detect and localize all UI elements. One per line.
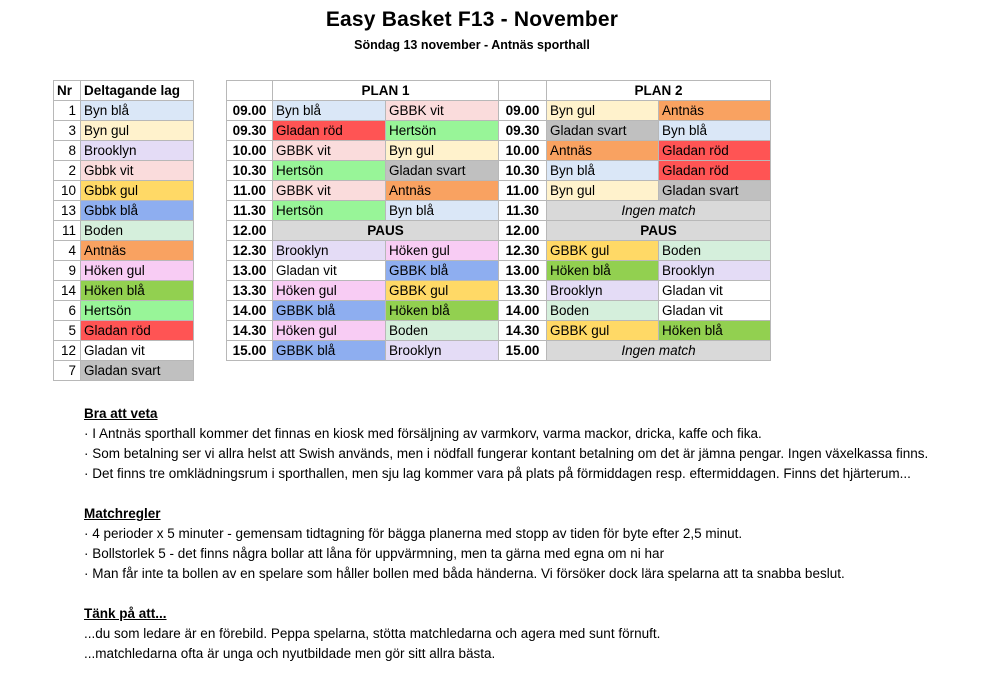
plan2-team: GBBK gul (547, 321, 659, 341)
schedule-row (227, 141, 771, 161)
plan2-team: Boden (659, 241, 771, 261)
schedule-row (227, 261, 771, 281)
plan-header-row (227, 81, 771, 101)
team-number: 13 (54, 201, 81, 221)
match-time: 13.00 (227, 261, 273, 281)
schedule-row (227, 181, 771, 201)
schedule-row (227, 301, 771, 321)
plan1-team: Hertsön (386, 121, 499, 141)
plan2-header: PLAN 2 (547, 81, 771, 101)
team-row (54, 181, 194, 201)
info-line: ...du som ledare är en förebild. Peppa spelarna, stötta matchledarna och agera med sunt förnuft. (84, 626, 661, 641)
plan1-team: Gladan vit (273, 261, 386, 281)
plan1-team: Byn blå (386, 201, 499, 221)
match-time-plan2: 13.30 (499, 281, 547, 301)
match-time: 13.30 (227, 281, 273, 301)
teams-header-team: Deltagande lag (81, 81, 194, 101)
team-number: 8 (54, 141, 81, 161)
no-match-cell: Ingen match (547, 341, 771, 361)
section-gap (84, 484, 974, 504)
team-name: Hertsön (81, 301, 194, 321)
paus-cell: PAUS (273, 221, 499, 241)
match-time: 10.30 (227, 161, 273, 181)
team-name: Gbbk gul (81, 181, 194, 201)
schedule-row (227, 221, 771, 241)
team-name: Antnäs (81, 241, 194, 261)
team-row (54, 201, 194, 221)
match-time: 11.30 (227, 201, 273, 221)
page-subtitle: Söndag 13 november - Antnäs sporthall (354, 38, 590, 52)
match-time-plan2: 15.00 (499, 341, 547, 361)
schedule-row (227, 321, 771, 341)
info-line: · Man får inte ta bollen av en spelare som håller bollen med båda händerna. Vi försöker dock lära spelarna att ta snabba beslut. (84, 566, 845, 581)
match-time-plan2: 09.30 (499, 121, 547, 141)
schedule-row (227, 101, 771, 121)
plan1-team: Byn blå (273, 101, 386, 121)
plan1-team: Brooklyn (273, 241, 386, 261)
match-time: 12.30 (227, 241, 273, 261)
team-name: Byn gul (81, 121, 194, 141)
match-time-plan2: 11.30 (499, 201, 547, 221)
plan1-team: Höken gul (273, 281, 386, 301)
schedule-table (226, 80, 771, 361)
team-number: 1 (54, 101, 81, 121)
plan1-team: Hertsön (273, 161, 386, 181)
plan1-team: GBBK vit (386, 101, 499, 121)
team-name: Brooklyn (81, 141, 194, 161)
team-row (54, 121, 194, 141)
team-row (54, 301, 194, 321)
info-line: · Bollstorlek 5 - det finns några bollar att låna för uppvärmning, men ta gärna med egna om ni har (84, 546, 665, 561)
team-number: 9 (54, 261, 81, 281)
teams-header-nr: Nr (54, 81, 81, 101)
match-time-plan2: 11.00 (499, 181, 547, 201)
plan2-team: Byn blå (659, 121, 771, 141)
plan1-header: PLAN 1 (273, 81, 499, 101)
time2-header-empty (499, 81, 547, 101)
team-name: Gbbk blå (81, 201, 194, 221)
match-time: 10.00 (227, 141, 273, 161)
match-time-plan2: 14.00 (499, 301, 547, 321)
schedule-row (227, 121, 771, 141)
team-number: 14 (54, 281, 81, 301)
plan1-team: GBBK blå (386, 261, 499, 281)
schedule-row (227, 201, 771, 221)
team-number: 7 (54, 361, 81, 381)
schedule-row (227, 281, 771, 301)
plan2-team: Antnäs (547, 141, 659, 161)
team-row (54, 141, 194, 161)
plan1-team: GBBK gul (386, 281, 499, 301)
plan2-team: Gladan röd (659, 161, 771, 181)
section-gap (84, 584, 974, 604)
team-row (54, 101, 194, 121)
team-number: 2 (54, 161, 81, 181)
match-time: 09.00 (227, 101, 273, 121)
plan1-team: GBBK vit (273, 181, 386, 201)
plan2-team: Höken blå (659, 321, 771, 341)
team-number: 4 (54, 241, 81, 261)
plan1-team: Gladan röd (273, 121, 386, 141)
plan1-team: Hertsön (273, 201, 386, 221)
team-name: Höken blå (81, 281, 194, 301)
plan2-team: Boden (547, 301, 659, 321)
team-row (54, 161, 194, 181)
team-number: 5 (54, 321, 81, 341)
no-match-cell: Ingen match (547, 201, 771, 221)
plan1-team: Höken gul (386, 241, 499, 261)
plan2-team: Gladan svart (547, 121, 659, 141)
schedule-row (227, 341, 771, 361)
plan1-team: GBBK blå (273, 301, 386, 321)
info-line: · I Antnäs sporthall kommer det finnas en kiosk med försäljning av varmkorv, varma mackor, dricka, kaffe och fika. (84, 426, 762, 441)
info-line: · Det finns tre omklädningsrum i sporthallen, men sju lag kommer vara på plats på förmiddagen resp. eftermiddagen. Finns det hjärterum... (84, 466, 911, 481)
section-title: Tänk på att... (84, 606, 167, 621)
match-time: 14.30 (227, 321, 273, 341)
plan2-team: Gladan vit (659, 301, 771, 321)
match-time: 14.00 (227, 301, 273, 321)
section-title: Matchregler (84, 506, 161, 521)
team-row (54, 261, 194, 281)
team-name: Höken gul (81, 261, 194, 281)
schedule-row (227, 241, 771, 261)
time-header-empty (227, 81, 273, 101)
match-time-plan2: 12.30 (499, 241, 547, 261)
plan2-team: Gladan röd (659, 141, 771, 161)
team-name: Gladan svart (81, 361, 194, 381)
match-time: 15.00 (227, 341, 273, 361)
page-title: Easy Basket F13 - November (325, 8, 619, 31)
teams-table (53, 80, 194, 381)
plan2-team: Gladan svart (659, 181, 771, 201)
plan2-team: Höken blå (547, 261, 659, 281)
plan1-team: Antnäs (386, 181, 499, 201)
info-line: · 4 perioder x 5 minuter - gemensam tidtagning för bägga planerna med stopp av tiden för byte efter 2,5 minut. (84, 526, 743, 541)
team-row (54, 241, 194, 261)
plan2-team: Antnäs (659, 101, 771, 121)
team-name: Gbbk vit (81, 161, 194, 181)
plan1-team: Brooklyn (386, 341, 499, 361)
team-name: Boden (81, 221, 194, 241)
team-row (54, 341, 194, 361)
match-time-plan2: 09.00 (499, 101, 547, 121)
plan2-team: Byn blå (547, 161, 659, 181)
paus-cell: PAUS (547, 221, 771, 241)
team-row (54, 361, 194, 381)
schedule-row (227, 161, 771, 181)
info-line: · Som betalning ser vi allra helst att Swish används, men i nödfall fungerar kontant betalning om det är jämna pengar. Ingen växelkassa finns. (84, 446, 929, 461)
team-number: 3 (54, 121, 81, 141)
match-time: 09.30 (227, 121, 273, 141)
section-title: Bra att veta (84, 406, 158, 421)
match-time: 11.00 (227, 181, 273, 201)
plan1-team: Höken gul (273, 321, 386, 341)
match-time: 12.00 (227, 221, 273, 241)
team-number: 6 (54, 301, 81, 321)
team-number: 11 (54, 221, 81, 241)
team-number: 10 (54, 181, 81, 201)
team-row (54, 321, 194, 341)
match-time-plan2: 10.30 (499, 161, 547, 181)
plan2-team: GBBK gul (547, 241, 659, 261)
plan1-team: Byn gul (386, 141, 499, 161)
plan1-team: GBBK blå (273, 341, 386, 361)
plan2-team: Gladan vit (659, 281, 771, 301)
team-number: 12 (54, 341, 81, 361)
notes-section (84, 404, 974, 664)
plan1-team: GBBK vit (273, 141, 386, 161)
match-time-plan2: 14.30 (499, 321, 547, 341)
plan1-team: Boden (386, 321, 499, 341)
team-name: Byn blå (81, 101, 194, 121)
match-time-plan2: 10.00 (499, 141, 547, 161)
plan2-team: Brooklyn (659, 261, 771, 281)
plan2-team: Byn gul (547, 181, 659, 201)
info-line: ...matchledarna ofta är unga och nyutbildade men gör sitt allra bästa. (84, 646, 496, 661)
match-time-plan2: 13.00 (499, 261, 547, 281)
plan1-team: Gladan svart (386, 161, 499, 181)
plan1-team: Höken blå (386, 301, 499, 321)
team-row (54, 281, 194, 301)
teams-header-row (54, 81, 194, 101)
team-row (54, 221, 194, 241)
plan2-team: Byn gul (547, 101, 659, 121)
match-time-plan2: 12.00 (499, 221, 547, 241)
plan2-team: Brooklyn (547, 281, 659, 301)
team-name: Gladan röd (81, 321, 194, 341)
team-name: Gladan vit (81, 341, 194, 361)
